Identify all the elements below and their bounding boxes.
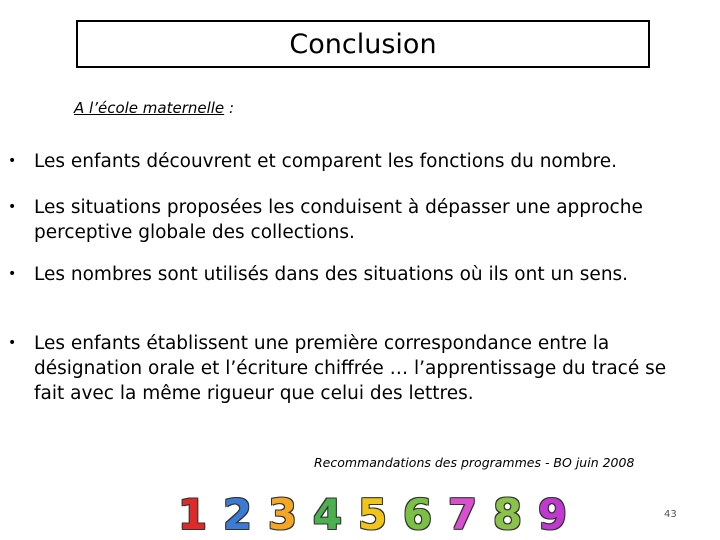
subtitle-text: A l’école maternelle — [74, 99, 225, 117]
bullet-item — [8, 262, 688, 287]
digit-4-icon: 4 — [312, 490, 343, 539]
bullet-text: Les situations proposées les conduisent à dépasser une approche perceptive globale des collections. — [34, 197, 643, 243]
colorful-numbers-illustration — [170, 492, 575, 538]
page-number: 43 — [664, 509, 677, 520]
bullet-item — [8, 331, 688, 406]
digit-8-icon: 8 — [492, 490, 523, 539]
bullet-dot: • — [8, 153, 17, 169]
digit-1-icon: 1 — [177, 490, 208, 539]
digit-5-icon: 5 — [357, 490, 388, 539]
bullet-text: Les enfants découvrent et comparent les fonctions du nombre. — [34, 151, 617, 172]
source-citation: Recommandations des programmes - BO juin 2008 — [314, 455, 635, 470]
bullet-dot: • — [8, 199, 17, 215]
bullet-text: Les enfants établissent une première correspondance entre la désignation orale et l’écriture chiffrée … l’apprentissage du tracé se fait avec la même rigueur que celui des lettres. — [34, 333, 667, 404]
bullet-dot: • — [8, 335, 17, 351]
bullet-text: Les nombres sont utilisés dans des situations où ils ont un sens. — [34, 264, 629, 285]
bullet-dot: • — [8, 266, 17, 282]
digit-2-icon: 2 — [222, 490, 253, 539]
slide-subtitle — [74, 99, 234, 117]
slide-title-box — [76, 20, 650, 68]
digit-7-icon: 7 — [447, 490, 478, 539]
subtitle-colon: : — [224, 99, 234, 117]
digit-9-icon: 9 — [537, 490, 568, 539]
bullet-item — [8, 149, 688, 174]
bullet-item — [8, 195, 688, 245]
digit-3-icon: 3 — [267, 490, 298, 539]
digit-6-icon: 6 — [402, 490, 433, 539]
slide-title: Conclusion — [289, 28, 437, 60]
